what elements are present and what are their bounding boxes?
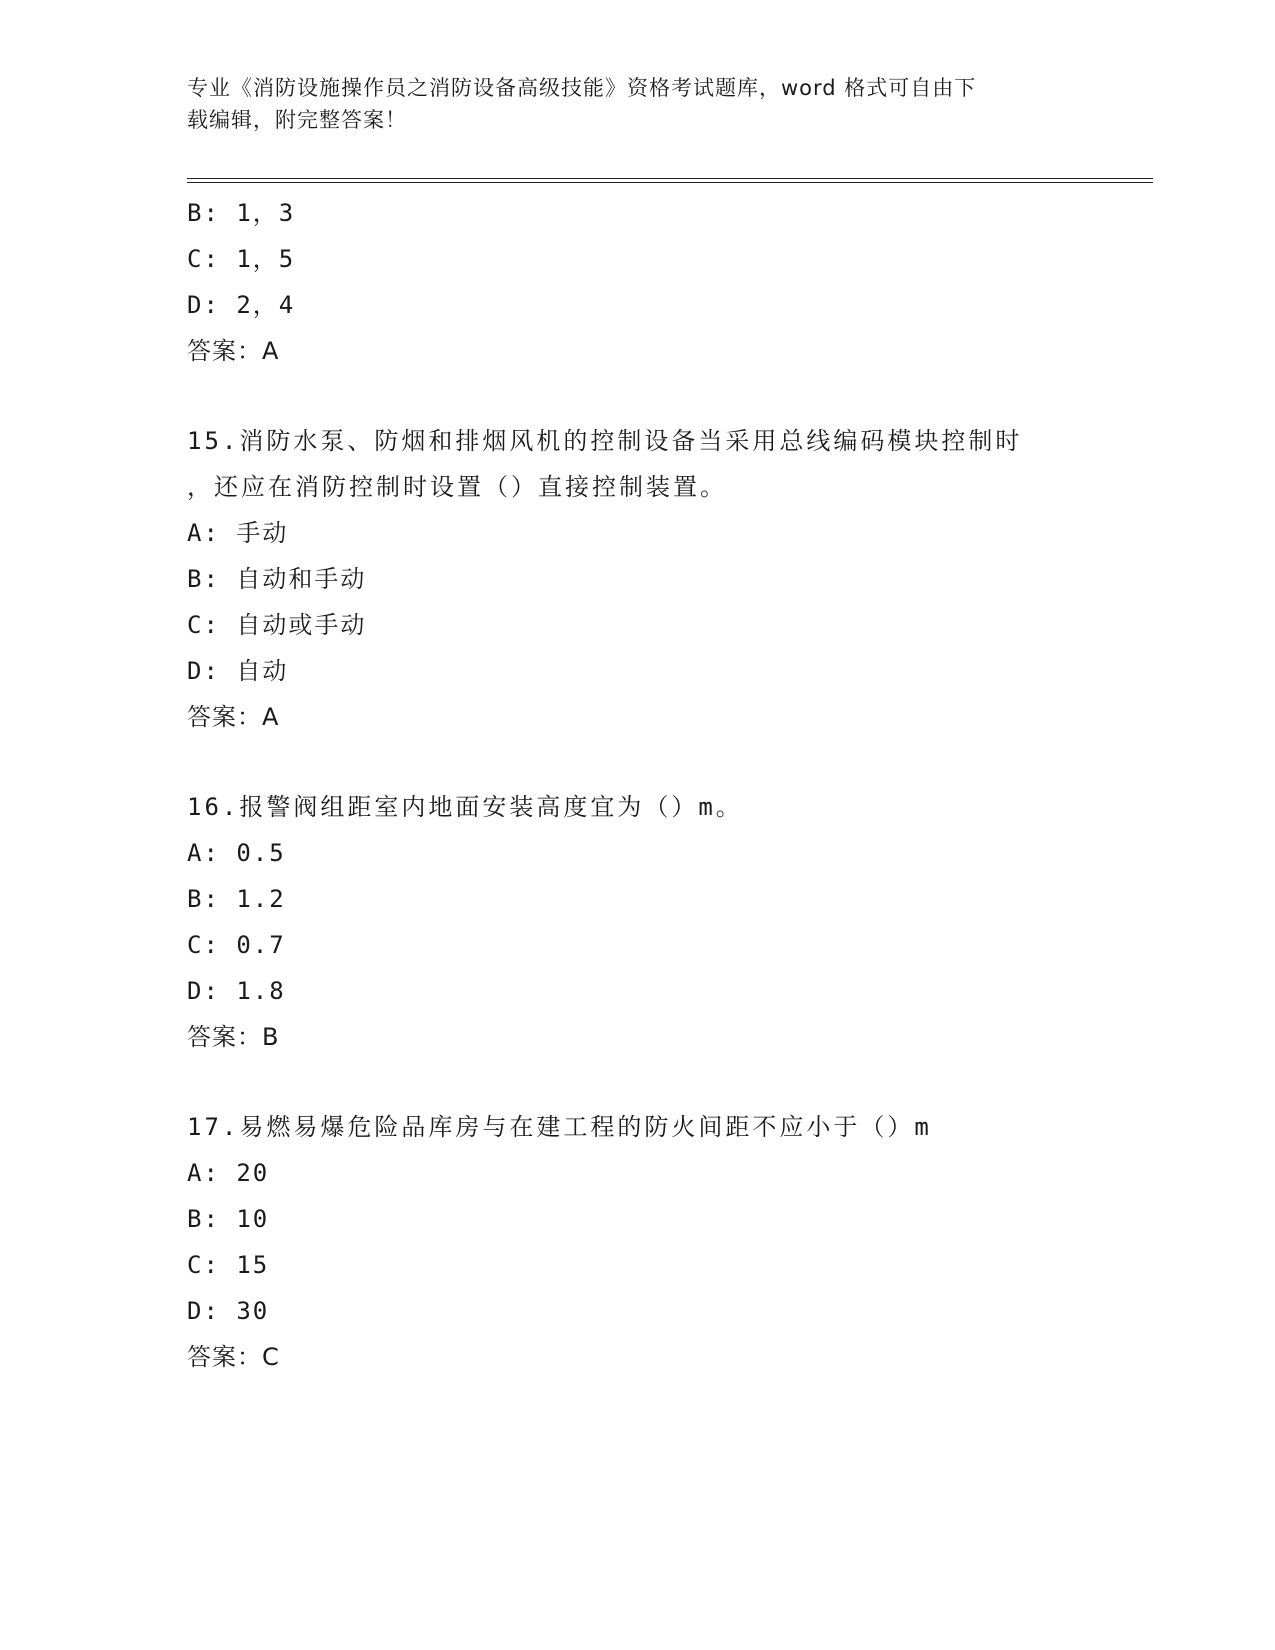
option-d: D: 1.8 [187, 977, 286, 1005]
question-stem: 16.报警阀组距室内地面安装高度宜为（）m。 [187, 793, 743, 821]
option-c: C: 自动或手动 [187, 611, 367, 639]
option-a: A: 手动 [187, 519, 289, 547]
answer-line: 答案：A [187, 337, 280, 365]
page-header [187, 72, 1067, 136]
question-list [187, 190, 1087, 1380]
header-line: 载编辑，附完整答案！ [187, 108, 407, 132]
answer-line: 答案：B [187, 1023, 280, 1051]
option-b: B: 1.2 [187, 885, 286, 913]
answer-line: 答案：C [187, 1343, 280, 1371]
option-c: C: 0.7 [187, 931, 286, 959]
header-line: 专业《消防设施操作员之消防设备高级技能》资格考试题库，word 格式可自由下 [187, 76, 977, 100]
option-b: B: 10 [187, 1205, 270, 1233]
header-divider [187, 178, 1153, 183]
option-b: B: 自动和手动 [187, 565, 367, 593]
option-d: D: 自动 [187, 657, 289, 685]
option-b: B: 1，3 [187, 199, 296, 227]
option-c: C: 15 [187, 1251, 270, 1279]
option-d: D: 2，4 [187, 291, 296, 319]
answer-line: 答案：A [187, 703, 280, 731]
question-block-16 [187, 784, 1087, 1060]
option-a: A: 0.5 [187, 839, 286, 867]
question-stem: 17.易燃易爆危险品库房与在建工程的防火间距不应小于（）m [187, 1113, 932, 1141]
question-stem: ，还应在消防控制时设置（）直接控制装置。 [187, 473, 727, 501]
question-block-previous [187, 190, 1087, 374]
question-block-17 [187, 1104, 1087, 1380]
question-stem: 15.消防水泵、防烟和排烟风机的控制设备当采用总线编码模块控制时 [187, 427, 1023, 455]
option-d: D: 30 [187, 1297, 270, 1325]
option-c: C: 1，5 [187, 245, 296, 273]
option-a: A: 20 [187, 1159, 270, 1187]
question-block-15 [187, 418, 1087, 740]
